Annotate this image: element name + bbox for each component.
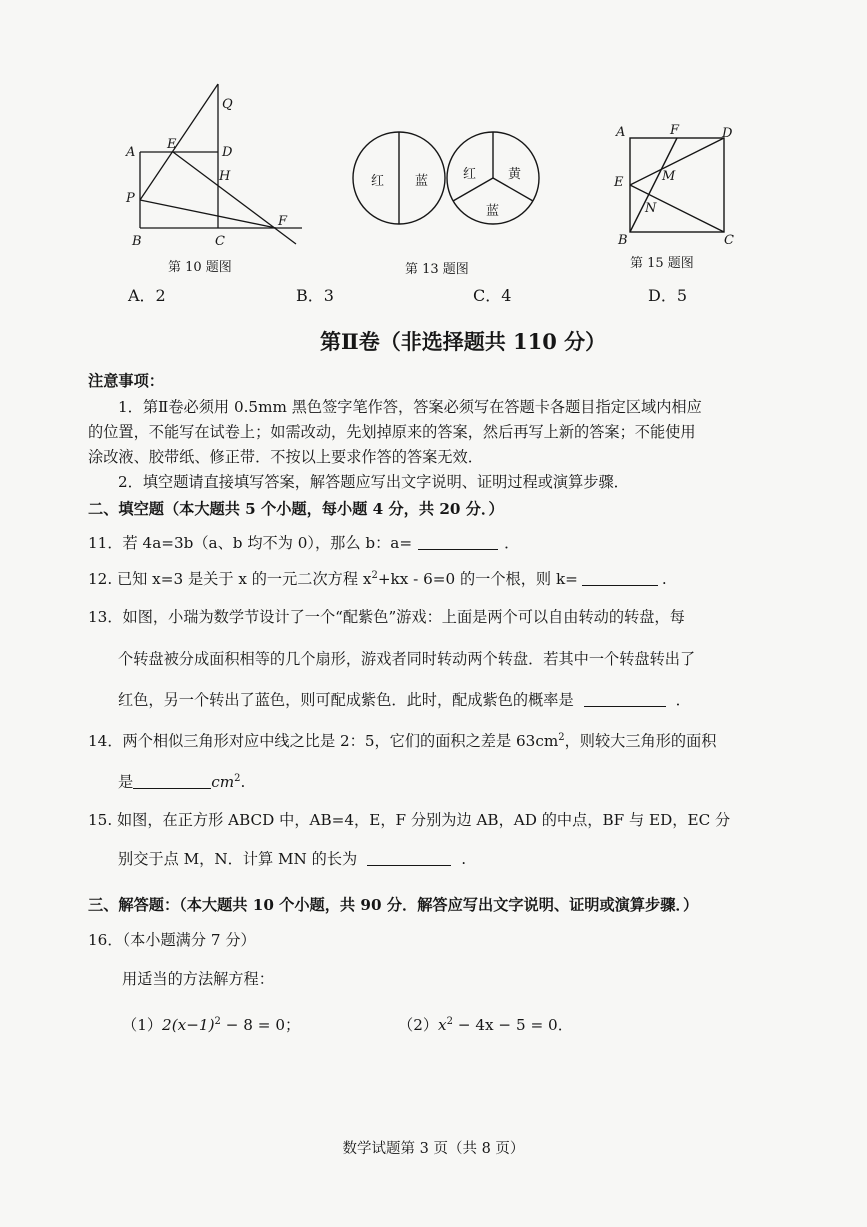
label-D: D bbox=[722, 126, 733, 141]
question-11 bbox=[88, 532, 867, 553]
q15-answer-blank[interactable] bbox=[367, 851, 451, 866]
label-H: H bbox=[219, 169, 231, 184]
q12-sup: 2 bbox=[371, 569, 378, 581]
label-B: B bbox=[132, 234, 142, 249]
label-Q: Q bbox=[222, 97, 233, 112]
q13-end: ． bbox=[675, 691, 691, 709]
q14-sup: 2 bbox=[558, 731, 565, 743]
q14-answer-blank[interactable] bbox=[133, 774, 211, 789]
notice-line-1: 1．第Ⅱ卷必须用 0.5mm 黑色签字笔作答，答案必须写在答题卡各题目指定区域内相应 bbox=[118, 398, 702, 416]
label-C: C bbox=[724, 233, 734, 248]
q13-line-2: 个转盘被分成面积相等的几个扇形，游戏者同时转动两个转盘．若其中一个转盘转出了 bbox=[118, 650, 696, 668]
question-13-line-3 bbox=[118, 689, 867, 710]
spinner2-yellow: 黄 bbox=[508, 167, 522, 182]
page-footer: 数学试题第 3 页（共 8 页） bbox=[342, 1141, 525, 1157]
q16-p1-sup: 2 bbox=[214, 1015, 221, 1027]
notice-line-2: 的位置，不能写在试卷上；如需改动，先划掉原来的答案，然后再写上新的答案；不能使用 bbox=[88, 423, 696, 441]
spinner2-blue: 蓝 bbox=[486, 204, 500, 219]
question-12 bbox=[88, 568, 867, 589]
option-b: B．3 bbox=[296, 286, 334, 305]
q16-p1-expr: 2(x−1) bbox=[162, 1016, 215, 1034]
q14-text-b: ，则较大三角形的面积 bbox=[564, 732, 717, 750]
label-E: E bbox=[167, 137, 177, 152]
question-15-line-2 bbox=[118, 848, 867, 869]
question-14-line-1 bbox=[88, 730, 867, 751]
q11-text: 11．若 4a=3b（a、b 均不为 0），那么 b：a= bbox=[88, 534, 413, 552]
q16-p2-expr: x bbox=[438, 1016, 447, 1034]
figure-15-caption: 第 15 题图 bbox=[630, 256, 694, 271]
q16-p1-tail: − 8 = 0； bbox=[220, 1016, 301, 1034]
q16-p1-label: （1） bbox=[122, 1016, 163, 1034]
fill-section-heading: 二、填空题（本大题共 5 个小题，每小题 4 分，共 20 分．） bbox=[88, 500, 504, 518]
q12-text-b: +kx - 6=0 的一个根，则 k= bbox=[377, 570, 578, 588]
label-E: E bbox=[614, 175, 624, 190]
q16-heading: 16．（本小题满分 7 分） bbox=[88, 931, 256, 949]
label-A: A bbox=[126, 145, 136, 160]
question-14-line-2 bbox=[118, 771, 867, 792]
notice-line-4: 2．填空题请直接填写答案，解答题应写出文字说明、证明过程或演算步骤． bbox=[118, 473, 629, 491]
q16-part-2 bbox=[398, 1014, 867, 1035]
option-c: C．4 bbox=[473, 286, 512, 305]
q16-p2-label: （2） bbox=[398, 1016, 439, 1034]
q12-end: . bbox=[661, 570, 667, 588]
figure-10 bbox=[118, 78, 318, 273]
spinner2-red: 红 bbox=[463, 167, 477, 182]
q11-answer-blank[interactable] bbox=[418, 535, 498, 550]
q14-line-2-prefix: 是 bbox=[118, 773, 134, 791]
q13-line-1: 13．如图，小瑞为数学节设计了一个“配紫色”游戏：上面是两个可以自由转动的转盘，每 bbox=[88, 608, 685, 626]
figure-15-drawing bbox=[608, 120, 748, 250]
option-a: A．2 bbox=[128, 286, 166, 305]
q14-text-a: 14．两个相似三角形对应中线之比是 2：5，它们的面积之差是 63cm bbox=[88, 732, 559, 750]
label-P: P bbox=[126, 191, 135, 206]
q15-line-2-text: 别交于点 M，N．计算 MN 的长为 bbox=[118, 850, 358, 868]
q14-unit-sup: 2 bbox=[234, 772, 241, 784]
q13-line-3-text: 红色，另一个转出了蓝色，则可配成紫色．此时，配成紫色的概率是 bbox=[118, 691, 574, 709]
q16-p2-sup: 2 bbox=[446, 1015, 453, 1027]
solve-section-heading: 三、解答题：（本大题共 10 个小题，共 90 分．解答应写出文字说明、证明或演算步骤．） bbox=[88, 896, 699, 914]
q15-line-1: 15. 如图，在正方形 ABCD 中，AB=4，E，F 分别为边 AB，AD 的中点，BF 与 ED，EC 分 bbox=[88, 811, 731, 829]
spinner1-blue: 蓝 bbox=[415, 174, 429, 189]
notice-line-3: 涂改液、胶带纸、修正带．不按以上要求作答的答案无效． bbox=[88, 448, 483, 466]
label-B: B bbox=[618, 233, 628, 248]
figure-10-drawing bbox=[118, 78, 318, 273]
notice-heading: 注意事项： bbox=[88, 372, 164, 390]
spinner1-red: 红 bbox=[371, 174, 385, 189]
q13-answer-blank[interactable] bbox=[584, 692, 666, 707]
q12-answer-blank[interactable] bbox=[582, 571, 658, 586]
q14-unit: cm bbox=[211, 773, 235, 791]
label-F: F bbox=[278, 214, 288, 229]
label-F: F bbox=[670, 123, 680, 138]
figure-13-drawing bbox=[345, 130, 545, 240]
label-C: C bbox=[215, 234, 225, 249]
q16-instruction: 用适当的方法解方程： bbox=[122, 970, 274, 988]
label-M: M bbox=[662, 169, 676, 184]
q14-end: . bbox=[240, 773, 246, 791]
label-A: A bbox=[616, 125, 626, 140]
q12-text-a: 12. 已知 x=3 是关于 x 的一元二次方程 x bbox=[88, 570, 372, 588]
section2-title: 第Ⅱ卷（非选择题共 110 分） bbox=[320, 329, 607, 354]
figure-13 bbox=[345, 130, 545, 240]
figure-15 bbox=[608, 120, 748, 250]
label-N: N bbox=[645, 201, 657, 216]
option-d: D．5 bbox=[648, 286, 688, 305]
figure-10-caption: 第 10 题图 bbox=[168, 260, 232, 275]
figure-13-caption: 第 13 题图 bbox=[405, 262, 469, 277]
q15-end: . bbox=[461, 850, 467, 868]
label-D: D bbox=[222, 145, 233, 160]
q11-end: ． bbox=[504, 534, 520, 552]
q16-p2-tail: − 4x − 5 = 0． bbox=[453, 1016, 573, 1034]
